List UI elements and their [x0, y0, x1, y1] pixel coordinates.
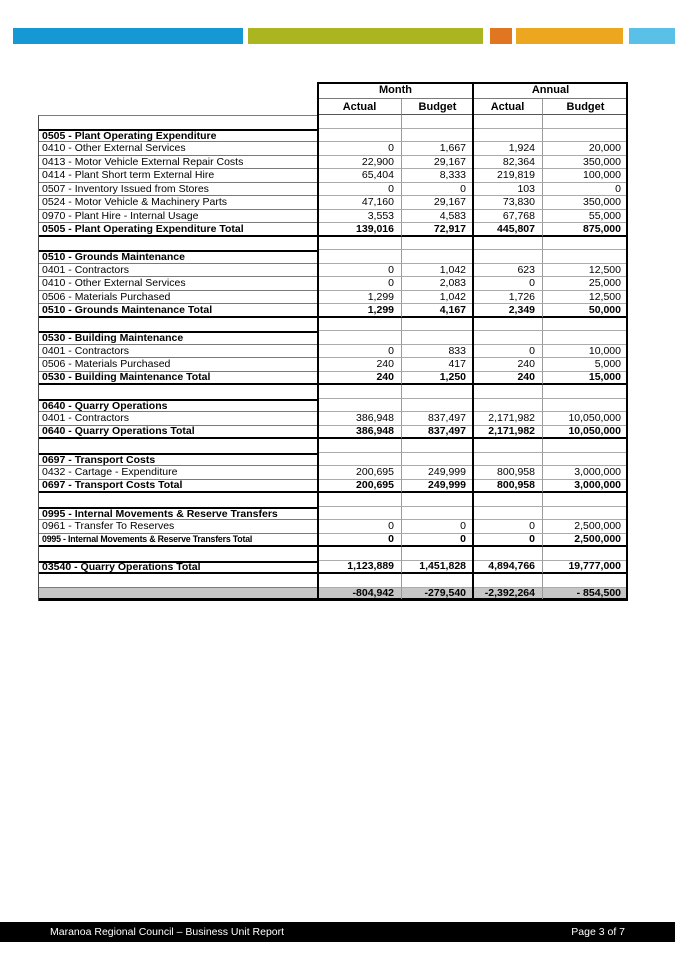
value-cell: 240	[473, 372, 543, 386]
value-cell	[543, 399, 628, 413]
value-cell: 445,807	[473, 223, 543, 237]
value-cell	[318, 493, 402, 507]
value-cell: 2,500,000	[543, 534, 628, 548]
value-cell: 350,000	[543, 196, 628, 210]
row-label: 0697 - Transport Costs	[38, 453, 318, 467]
value-cell: 0	[318, 264, 402, 278]
row-label: 0410 - Other External Services	[38, 142, 318, 156]
value-cell: 833	[402, 345, 473, 359]
row-label: 0506 - Materials Purchased	[38, 358, 318, 372]
value-cell: 0	[318, 183, 402, 197]
table-row	[38, 345, 628, 359]
value-cell	[402, 453, 473, 467]
value-cell: 2,171,982	[473, 412, 543, 426]
value-cell	[543, 574, 628, 588]
annual-budget-header: Budget	[543, 99, 628, 115]
value-cell: -2,392,264	[473, 588, 543, 602]
value-cell: 0	[318, 520, 402, 534]
value-cell: 82,364	[473, 156, 543, 170]
row-label: 0530 - Building Maintenance	[38, 331, 318, 345]
table-row	[38, 291, 628, 305]
brand-stripe-segment-blue	[13, 28, 243, 44]
value-cell: 12,500	[543, 264, 628, 278]
value-cell	[402, 385, 473, 399]
spacer-row	[38, 115, 628, 129]
value-cell: 800,958	[473, 480, 543, 494]
value-cell	[473, 399, 543, 413]
table-row	[38, 210, 628, 224]
grand-total-row	[38, 561, 628, 575]
value-cell: -279,540	[402, 588, 473, 602]
value-cell	[402, 493, 473, 507]
value-cell	[402, 547, 473, 561]
row-label: 0413 - Motor Vehicle External Repair Costs	[38, 156, 318, 170]
value-cell: 29,167	[402, 156, 473, 170]
value-cell	[402, 331, 473, 345]
value-cell: 0	[473, 534, 543, 548]
spacer-row	[38, 547, 628, 561]
row-label	[38, 439, 318, 453]
row-label: 0414 - Plant Short term External Hire	[38, 169, 318, 183]
value-cell	[473, 115, 543, 129]
value-cell	[318, 547, 402, 561]
value-cell	[543, 385, 628, 399]
value-cell: 1,042	[402, 291, 473, 305]
value-cell	[473, 250, 543, 264]
value-cell: 103	[473, 183, 543, 197]
value-cell	[543, 547, 628, 561]
row-label	[38, 318, 318, 332]
section-header-row	[38, 331, 628, 345]
row-label: 0995 - Internal Movements & Reserve Transfers Total	[38, 534, 318, 548]
table-row	[38, 264, 628, 278]
value-cell: 1,451,828	[402, 561, 473, 575]
value-cell	[402, 399, 473, 413]
row-label: 0961 - Transfer To Reserves	[38, 520, 318, 534]
value-cell: 0	[473, 277, 543, 291]
row-label: 0505 - Plant Operating Expenditure Total	[38, 223, 318, 237]
value-cell: 10,000	[543, 345, 628, 359]
annual-group-header: Annual	[473, 82, 628, 99]
table-row	[38, 358, 628, 372]
row-label	[38, 588, 318, 602]
value-cell	[473, 507, 543, 521]
month-group-header: Month	[318, 82, 473, 99]
row-label	[38, 493, 318, 507]
value-cell: 249,999	[402, 466, 473, 480]
table-row	[38, 169, 628, 183]
table-row	[38, 142, 628, 156]
row-label	[38, 547, 318, 561]
row-label: 0505 - Plant Operating Expenditure	[38, 129, 318, 143]
value-cell: 0	[318, 345, 402, 359]
value-cell	[318, 115, 402, 129]
value-cell	[543, 331, 628, 345]
value-cell: 1,924	[473, 142, 543, 156]
value-cell: 0	[473, 520, 543, 534]
value-cell	[402, 129, 473, 143]
value-cell: 20,000	[543, 142, 628, 156]
value-cell	[402, 115, 473, 129]
row-label: 0510 - Grounds Maintenance	[38, 250, 318, 264]
value-cell	[402, 237, 473, 251]
value-cell: 417	[402, 358, 473, 372]
value-cell	[318, 385, 402, 399]
row-label: 0432 - Cartage - Expenditure	[38, 466, 318, 480]
value-cell	[473, 237, 543, 251]
value-cell: 100,000	[543, 169, 628, 183]
row-label: 0410 - Other External Services	[38, 277, 318, 291]
annual-actual-header: Actual	[473, 99, 543, 115]
value-cell: 240	[473, 358, 543, 372]
row-label: 0510 - Grounds Maintenance Total	[38, 304, 318, 318]
table-body	[38, 115, 628, 601]
row-label: 0401 - Contractors	[38, 412, 318, 426]
value-cell	[402, 318, 473, 332]
value-cell: 0	[318, 534, 402, 548]
value-cell	[543, 453, 628, 467]
value-cell	[543, 439, 628, 453]
value-cell	[318, 574, 402, 588]
value-cell: - 854,500	[543, 588, 628, 602]
value-cell	[318, 399, 402, 413]
value-cell	[402, 574, 473, 588]
row-label: 0401 - Contractors	[38, 264, 318, 278]
value-cell	[473, 129, 543, 143]
table-row	[38, 277, 628, 291]
value-cell: 19,777,000	[543, 561, 628, 575]
section-header-row	[38, 507, 628, 521]
value-cell	[543, 493, 628, 507]
row-label	[38, 385, 318, 399]
section-header-row	[38, 129, 628, 143]
value-cell: 0	[402, 534, 473, 548]
column-group-header-row	[38, 82, 628, 99]
value-cell	[543, 250, 628, 264]
value-cell: 3,000,000	[543, 466, 628, 480]
section-total-row	[38, 534, 628, 548]
section-total-row	[38, 304, 628, 318]
value-cell	[473, 331, 543, 345]
value-cell: 47,160	[318, 196, 402, 210]
value-cell: 73,830	[473, 196, 543, 210]
spacer-row	[38, 439, 628, 453]
value-cell: 1,299	[318, 304, 402, 318]
row-label: 0507 - Inventory Issued from Stores	[38, 183, 318, 197]
row-label	[38, 574, 318, 588]
value-cell: 800,958	[473, 466, 543, 480]
value-cell: 2,500,000	[543, 520, 628, 534]
value-cell: 25,000	[543, 277, 628, 291]
section-header-row	[38, 250, 628, 264]
value-cell: 0	[318, 142, 402, 156]
row-label: 0530 - Building Maintenance Total	[38, 372, 318, 386]
section-total-row	[38, 223, 628, 237]
value-cell: 4,167	[402, 304, 473, 318]
value-cell: 50,000	[543, 304, 628, 318]
value-cell: 386,948	[318, 426, 402, 440]
spacer-row	[38, 318, 628, 332]
table-row	[38, 466, 628, 480]
value-cell	[402, 439, 473, 453]
value-cell: 1,123,889	[318, 561, 402, 575]
value-cell: 249,999	[402, 480, 473, 494]
value-cell	[473, 439, 543, 453]
value-cell	[473, 453, 543, 467]
value-cell: 139,016	[318, 223, 402, 237]
value-cell	[318, 331, 402, 345]
value-cell: 65,404	[318, 169, 402, 183]
value-cell: 1,667	[402, 142, 473, 156]
row-label: 0640 - Quarry Operations Total	[38, 426, 318, 440]
month-actual-header: Actual	[318, 99, 402, 115]
table-row	[38, 183, 628, 197]
value-cell: -804,942	[318, 588, 402, 602]
value-cell	[318, 507, 402, 521]
section-total-row	[38, 426, 628, 440]
section-total-row	[38, 480, 628, 494]
value-cell: 8,333	[402, 169, 473, 183]
value-cell: 875,000	[543, 223, 628, 237]
value-cell: 4,894,766	[473, 561, 543, 575]
value-cell: 0	[318, 277, 402, 291]
value-cell: 240	[318, 372, 402, 386]
spacer-row	[38, 385, 628, 399]
value-cell	[543, 115, 628, 129]
value-cell: 350,000	[543, 156, 628, 170]
value-cell: 5,000	[543, 358, 628, 372]
value-cell	[402, 507, 473, 521]
report-table	[38, 82, 628, 601]
value-cell: 55,000	[543, 210, 628, 224]
value-cell: 0	[402, 520, 473, 534]
brand-stripe-segment-amber	[516, 28, 623, 44]
value-cell: 1,299	[318, 291, 402, 305]
value-cell: 72,917	[402, 223, 473, 237]
page-footer	[0, 922, 675, 942]
value-cell: 22,900	[318, 156, 402, 170]
value-cell	[473, 574, 543, 588]
value-cell	[473, 493, 543, 507]
value-cell: 4,583	[402, 210, 473, 224]
row-label: 0506 - Materials Purchased	[38, 291, 318, 305]
value-cell: 200,695	[318, 480, 402, 494]
value-cell: 29,167	[402, 196, 473, 210]
value-cell: 2,171,982	[473, 426, 543, 440]
sub-header-row	[38, 99, 628, 115]
value-cell	[318, 318, 402, 332]
value-cell	[543, 129, 628, 143]
value-cell	[318, 453, 402, 467]
row-label	[38, 237, 318, 251]
value-cell: 219,819	[473, 169, 543, 183]
month-budget-header: Budget	[402, 99, 473, 115]
value-cell	[318, 237, 402, 251]
value-cell: 2,083	[402, 277, 473, 291]
section-header-row	[38, 399, 628, 413]
value-cell: 3,553	[318, 210, 402, 224]
row-label: 0697 - Transport Costs Total	[38, 480, 318, 494]
value-cell: 0	[402, 183, 473, 197]
brand-stripe-segment-light-blue	[629, 28, 675, 44]
value-cell: 0	[473, 345, 543, 359]
value-cell: 623	[473, 264, 543, 278]
value-cell: 200,695	[318, 466, 402, 480]
value-cell: 1,042	[402, 264, 473, 278]
net-variance-row	[38, 588, 628, 602]
row-label: 0995 - Internal Movements & Reserve Transfers	[38, 507, 318, 521]
section-header-row	[38, 453, 628, 467]
value-cell	[473, 547, 543, 561]
brand-stripe-segment-dark-orange	[490, 28, 512, 44]
row-label: 0524 - Motor Vehicle & Machinery Parts	[38, 196, 318, 210]
spacer-row	[38, 574, 628, 588]
value-cell: 12,500	[543, 291, 628, 305]
footer-report-title: Maranoa Regional Council – Business Unit Report	[50, 926, 285, 938]
spacer-row	[38, 237, 628, 251]
value-cell: 1,726	[473, 291, 543, 305]
table-row	[38, 520, 628, 534]
value-cell	[402, 250, 473, 264]
value-cell: 386,948	[318, 412, 402, 426]
value-cell: 2,349	[473, 304, 543, 318]
value-cell: 10,050,000	[543, 426, 628, 440]
value-cell: 837,497	[402, 426, 473, 440]
value-cell	[318, 250, 402, 264]
header-spacer	[38, 99, 318, 115]
value-cell: 240	[318, 358, 402, 372]
value-cell	[318, 439, 402, 453]
value-cell: 837,497	[402, 412, 473, 426]
value-cell: 10,050,000	[543, 412, 628, 426]
row-label: 03540 - Quarry Operations Total	[38, 561, 318, 575]
value-cell: 3,000,000	[543, 480, 628, 494]
section-total-row	[38, 372, 628, 386]
footer-page-number: Page 3 of 7	[571, 926, 625, 938]
value-cell: 15,000	[543, 372, 628, 386]
value-cell	[543, 507, 628, 521]
table-row	[38, 412, 628, 426]
value-cell: 67,768	[473, 210, 543, 224]
row-label: 0640 - Quarry Operations	[38, 399, 318, 413]
value-cell: 0	[543, 183, 628, 197]
table-row	[38, 196, 628, 210]
value-cell	[318, 129, 402, 143]
value-cell	[543, 318, 628, 332]
table-row	[38, 156, 628, 170]
value-cell	[473, 318, 543, 332]
value-cell	[473, 385, 543, 399]
row-label	[38, 115, 318, 129]
brand-stripe-segment-olive-green	[248, 28, 483, 44]
row-label: 0970 - Plant Hire - Internal Usage	[38, 210, 318, 224]
header-spacer	[38, 82, 318, 99]
value-cell: 1,250	[402, 372, 473, 386]
value-cell	[543, 237, 628, 251]
spacer-row	[38, 493, 628, 507]
row-label: 0401 - Contractors	[38, 345, 318, 359]
